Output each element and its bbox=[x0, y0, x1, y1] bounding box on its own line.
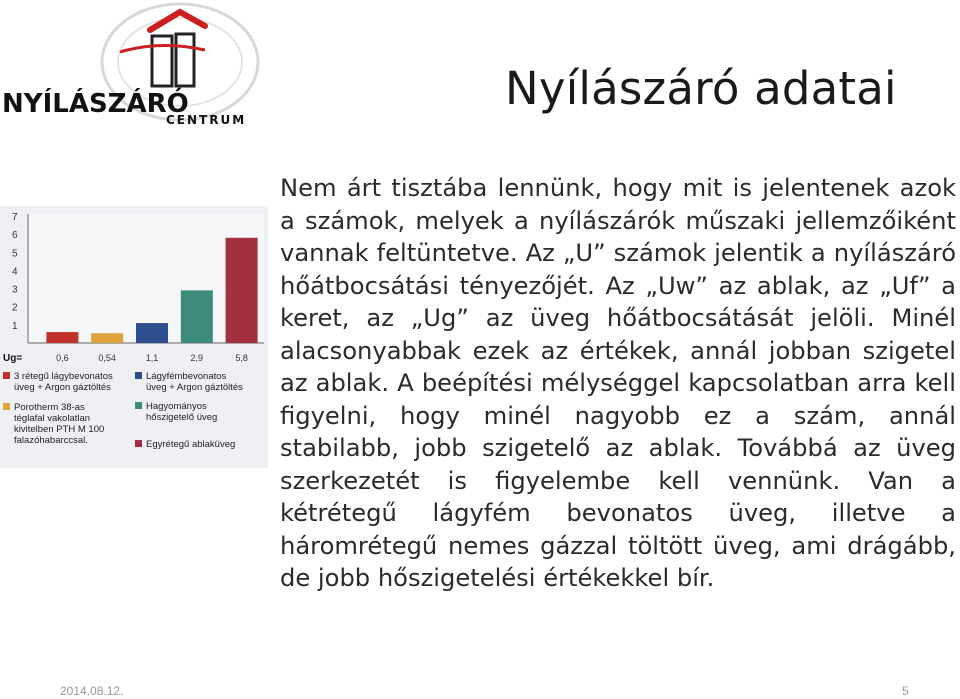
y-tick-label: 4 bbox=[12, 266, 18, 278]
footer-date: 2014.08.12. bbox=[60, 684, 124, 698]
page-title: Nyílászáró adatai bbox=[505, 62, 897, 115]
category-label: 1,1 bbox=[145, 353, 159, 363]
legend-swatch bbox=[135, 440, 142, 447]
category-label: 0,6 bbox=[56, 353, 69, 363]
y-tick-label: 7 bbox=[12, 212, 18, 223]
company-logo bbox=[0, 0, 300, 130]
legend-swatch bbox=[135, 372, 142, 379]
bar bbox=[226, 238, 258, 343]
logo-subtext: CENTRUM bbox=[166, 113, 247, 127]
bar bbox=[136, 323, 168, 343]
legend-label: Egyrétegű ablaküveg bbox=[146, 439, 236, 450]
y-tick-label: 2 bbox=[12, 302, 18, 314]
y-tick-label: 1 bbox=[12, 320, 18, 332]
legend-label: téglafal vakolatlan bbox=[14, 413, 91, 424]
bar bbox=[46, 332, 78, 343]
page-number: 5 bbox=[902, 684, 909, 698]
legend-label: falazóhabarccsal. bbox=[14, 435, 88, 446]
bar bbox=[181, 290, 213, 343]
body-paragraph: Nem árt tisztába lennünk, hogy mit is jelentenek azok a számok, melyek a nyílászárók műszaki jellemzőiként vannak feltüntetve. Az „U” számok jelentik a nyílászáró hőátbocsátási tényezőjét. Az „Uw” az ablak, az „Uf” a keret, az „Ug” az üveg hőátbocsátását jelöli. Minél alacsonyabbak ezek az értékek, annál jobban szigetel az ablak. A beépítési mélységgel kapcsolatban arra kell figyelni, hogy minél nagyobb ez a szám, annál stabilabb, jobb szigetelő az ablak. Továbbá az üveg szerkezetét is figyelembe kell vennünk. Van a kétrétegű lágyfém bevonatos üveg, illetve a háromrétegű nemes gázzal töltött üveg, ami drágább, de jobb hőszigetelési értékekkel bír. bbox=[280, 174, 956, 592]
category-label: 2,9 bbox=[190, 353, 204, 363]
legend-label: Porotherm 38-as bbox=[14, 402, 85, 413]
legend-label: Lágyfémbevonatos bbox=[146, 371, 227, 382]
legend-label: kivitelben PTH M 100 bbox=[14, 424, 105, 435]
legend-swatch bbox=[3, 403, 10, 410]
u-value-bar-chart bbox=[0, 206, 268, 468]
legend-swatch bbox=[3, 372, 10, 379]
category-label: 5,8 bbox=[235, 353, 248, 363]
category-prefix: Ug= bbox=[3, 353, 23, 364]
legend-swatch bbox=[135, 402, 142, 409]
legend-label: 3 rétegű lágybevonatos bbox=[14, 371, 113, 382]
y-tick-label: 6 bbox=[12, 230, 18, 242]
category-label: 0,54 bbox=[98, 353, 116, 363]
bar bbox=[91, 333, 123, 343]
legend-label: üveg + Argon gáztöltés bbox=[146, 382, 243, 393]
y-tick-label: 5 bbox=[12, 248, 18, 260]
legend-label: Hagyományos bbox=[146, 401, 207, 412]
legend-label: üveg + Argon gáztöltés bbox=[14, 382, 111, 393]
y-tick-label: 3 bbox=[12, 284, 18, 296]
legend-label: hőszigetelő üveg bbox=[146, 412, 218, 423]
logo-text: NYÍLÁSZÁRÓ bbox=[2, 89, 189, 119]
